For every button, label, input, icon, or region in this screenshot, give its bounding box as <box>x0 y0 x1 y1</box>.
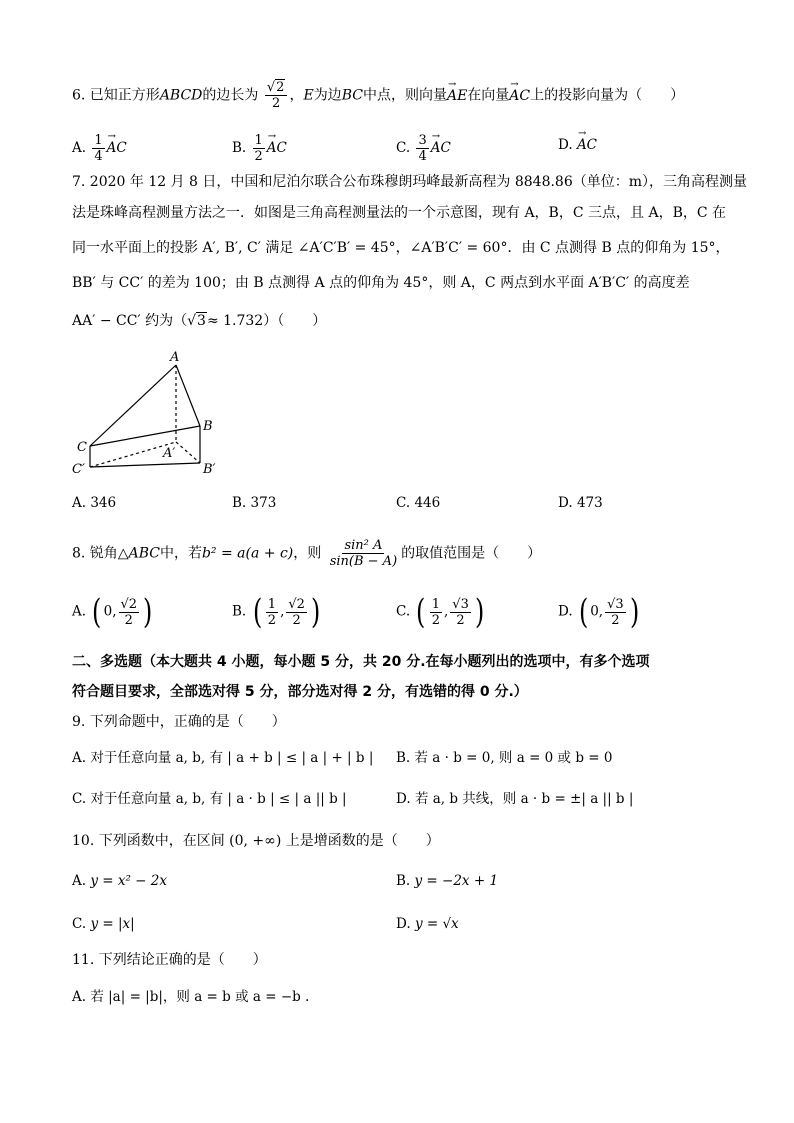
option-vector: → AC <box>267 138 287 158</box>
q8-text: 8. 锐角 <box>72 545 118 562</box>
q7-figure <box>60 345 240 485</box>
q7-line-5: AA′ − CC′ 约为（√3≈ 1.732）（ ） <box>72 313 327 329</box>
q10-option-c[interactable] <box>72 914 135 934</box>
q8-text: 的取值范围是（ ） <box>401 545 542 562</box>
label-b1: B′ <box>203 462 216 477</box>
section-2-heading-cont: 符合题目要求，全部选对得 5 分，部分选对得 2 分，有选错的得 0 分.） <box>72 684 528 700</box>
option-label: D. <box>558 137 573 153</box>
q6-option-b[interactable]: B. $\frac{1}{2}$ → AC <box>232 133 287 164</box>
option-text: 473 <box>576 495 603 511</box>
q8-text: 中，若 <box>159 545 202 562</box>
edge-a1b1 <box>176 442 200 463</box>
option-label: B. <box>232 140 247 156</box>
q9-option-b[interactable] <box>396 748 612 768</box>
option-label: B. <box>396 873 411 889</box>
q8-condition: b² = a(a + c) <box>201 545 294 562</box>
q7-sqrt: 3 <box>197 313 206 329</box>
option-label: C. <box>396 140 411 156</box>
edge-ca <box>90 365 176 446</box>
q6-option-c[interactable]: C. $\frac{3}{4}$ → AC <box>396 133 451 164</box>
option-text: y = −2x + 1 <box>414 873 499 889</box>
label-a: A <box>170 350 180 365</box>
q7-text: AA′ − CC′ 约为（ <box>72 313 188 329</box>
edge-cb <box>90 426 200 446</box>
q7-option-b[interactable] <box>232 493 276 513</box>
q8-stem <box>72 538 541 569</box>
option-label: B. <box>396 750 411 766</box>
q9-option-c[interactable] <box>72 789 347 809</box>
q8-option-a[interactable]: A. ( 0, $\frac{√2}{2}$ ) <box>72 592 153 632</box>
q6-side-fraction: $\frac{√2}{2}$ <box>265 80 288 111</box>
option-label: D. <box>396 916 411 932</box>
q7-line-2: 法是珠峰高程测量方法之一．如图是三角高程测量法的一个示意图，现有 A，B，C 三点，且 A，B，C 在 <box>72 205 727 221</box>
label-a1: A′ <box>163 446 176 461</box>
option-label: B. <box>232 495 247 511</box>
q6-text: 为边 <box>313 87 342 104</box>
q8-option-d[interactable]: D. ( 0, $\frac{√3}{2}$ ) <box>558 592 639 632</box>
option-label: A. <box>72 495 87 511</box>
q6-text: 在向量 <box>467 87 510 104</box>
option-text: 对于任意向量 a, b, 有 | a + b | ≤ | a | + | b | <box>90 750 374 766</box>
option-text: 若 a · b = 0, 则 a = 0 或 b = 0 <box>414 750 613 766</box>
option-label: D. <box>396 791 411 807</box>
option-label: A. <box>72 873 87 889</box>
q8-fraction: $\frac{\text{sin² A}}{\sin(B - A)}$ <box>329 538 398 569</box>
option-text: y = |x| <box>90 916 135 932</box>
option-text: y = √x <box>414 916 459 932</box>
option-vector: → AC <box>577 135 597 155</box>
q9-stem: 9. 下列命题中，正确的是（ ） <box>72 714 286 730</box>
option-text: 对于任意向量 a, b, 有 | a · b | ≤ | a || b | <box>90 791 347 807</box>
q6-text: 6. 已知正方形 <box>72 87 160 104</box>
option-text: 若 |a| = |b|，则 a = b 或 a = −b . <box>90 989 310 1005</box>
option-vector: → AC <box>107 138 127 158</box>
question-6-stem <box>72 80 684 111</box>
label-c1: C′ <box>72 462 85 477</box>
option-text: 346 <box>90 495 117 511</box>
label-b: B <box>203 419 213 434</box>
q6-text: 中点，则向量 <box>362 87 447 104</box>
option-label: A. <box>72 140 87 156</box>
option-label: C. <box>72 791 87 807</box>
q11-option-a[interactable] <box>72 987 309 1007</box>
q10-option-a[interactable] <box>72 871 167 891</box>
q7-line-3: 同一水平面上的投影 A′, B′, C′ 满足 ∠A′C′B′ = 45°，∠A′B′C′ = 60°．由 C 点测得 B 点的仰角为 15°， <box>72 240 730 256</box>
label-c: C <box>77 440 87 455</box>
option-label: A. <box>72 750 87 766</box>
q8-text: ，则 <box>293 545 322 562</box>
option-label: D. <box>558 603 573 620</box>
q9-option-a[interactable] <box>72 748 373 768</box>
option-text: 373 <box>250 495 277 511</box>
option-label: C. <box>396 603 411 620</box>
option-label: A. <box>72 603 87 620</box>
option-label: A. <box>72 989 87 1005</box>
q6-edge: BC <box>341 87 363 104</box>
q11-stem: 11. 下列结论正确的是（ ） <box>72 952 267 968</box>
q8-option-c[interactable]: C. ( $\frac{1}{2}$ , $\frac{√3}{2}$ ) <box>396 592 485 632</box>
option-vector: → AC <box>431 138 451 158</box>
section-2-heading: 二、多选题（本大题共 4 小题，每小题 5 分，共 20 分.在每小题列出的选项中，有多个选项 <box>72 654 650 670</box>
q10-option-d[interactable] <box>396 914 459 934</box>
option-label: C. <box>396 495 411 511</box>
q10-option-b[interactable] <box>396 871 498 891</box>
q10-stem: 10. 下列函数中，在区间 (0, +∞) 上是增函数的是（ ） <box>72 833 440 849</box>
q6-vector-ae: → AE <box>447 86 467 106</box>
q6-text: 上的投影向量为（ ） <box>530 87 685 104</box>
edge-ab <box>176 365 200 426</box>
option-text: y = x² − 2x <box>90 873 167 889</box>
q6-option-a[interactable]: A. $\frac{1}{4}$ → AC <box>72 133 127 164</box>
q7-option-a[interactable] <box>72 493 116 513</box>
q7-text: ≈ 1.732）（ ） <box>206 313 327 329</box>
q9-option-d[interactable] <box>396 789 633 809</box>
option-text: 若 a, b 共线，则 a · b = ±| a || b | <box>414 791 634 807</box>
option-text: 446 <box>414 495 441 511</box>
option-label: D. <box>558 495 573 511</box>
q6-option-d[interactable] <box>558 135 597 155</box>
q6-vector-ac: → AC <box>509 86 530 106</box>
option-label: B. <box>232 603 247 620</box>
q8-triangle: △ABC <box>117 545 160 562</box>
q7-option-c[interactable] <box>396 493 440 513</box>
option-label: C. <box>72 916 87 932</box>
q6-text: ， <box>289 87 304 104</box>
q7-line-4: BB′ 与 CC′ 的差为 100；由 B 点测得 A 点的仰角为 45°，则 A，C 两点到水平面 A′B′C′ 的高度差 <box>72 275 690 291</box>
q6-point: E <box>303 87 314 104</box>
edge-c1b1 <box>90 463 200 467</box>
q7-line-1: 7. 2020 年 12 月 8 日，中国和尼泊尔联合公布珠穆朗玛峰最新高程为 8848.86（单位：m），三角高程测量 <box>72 174 748 190</box>
q6-text: 的边长为 <box>202 87 259 104</box>
q7-option-d[interactable] <box>558 493 603 513</box>
q6-square: ABCD <box>159 87 203 104</box>
q8-option-b[interactable]: B. ( $\frac{1}{2}$ , $\frac{√2}{2}$ ) <box>232 592 321 632</box>
